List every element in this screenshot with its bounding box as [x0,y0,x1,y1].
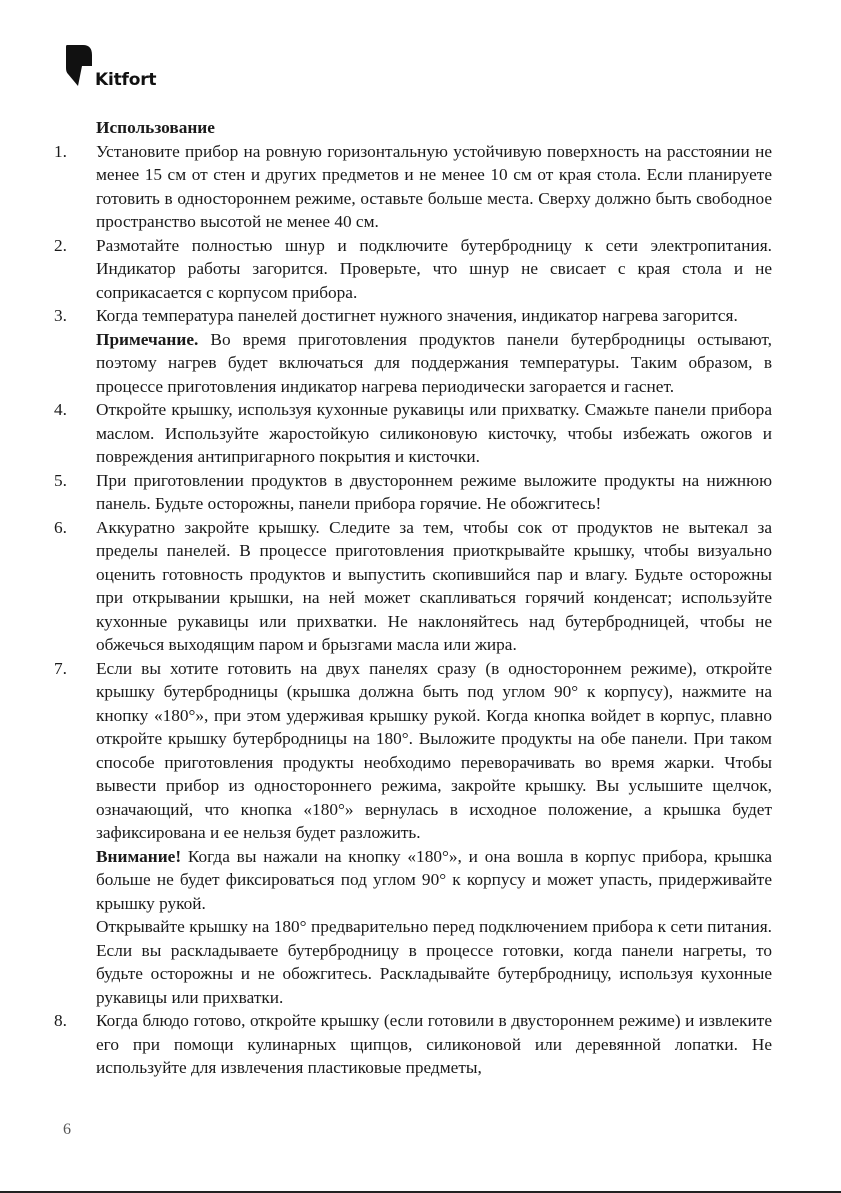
item-paragraph [96,234,772,305]
paragraph-text: Во время приготовления продуктов панели бутербродницы остывают, поэтому нагрев будет включаться для поддержания температуры. Таким образом, в процессе приготовления индикатор нагрева периодически загорается и гаснет. [96,329,772,396]
item-number: 8. [54,1011,67,1030]
paragraph-text: Аккуратно закройте крышку. Следите за тем, чтобы сок от продуктов не вытекал за пределы панелей. В процессе приготовления приоткрывайте крышку, чтобы визуально оценить готовность продуктов и выпустить скопившийся пар и влагу. Будьте осторожны при открывании крышки, на ней может скапливаться горячий конденсат; используйте кухонные рукавицы или прихватки. Не наклоняйтесь над бутербродницей, чтобы не обжечься выходящим паром и брызгами масла или жира. [96,517,772,654]
paragraph-text: Когда вы нажали на кнопку «180°», и она вошла в корпус прибора, крышка больше не будет фиксироваться под углом 90° к корпусу и может упасть, придерживайте крышку рукой. [96,846,772,913]
item-paragraph [96,845,772,916]
instruction-list [54,140,772,1080]
item-paragraph [96,304,772,328]
instruction-item [54,1009,772,1080]
item-number: 7. [54,658,67,678]
paragraph-lead: Примечание. [96,329,199,349]
instruction-item [54,304,772,398]
instruction-item [54,469,772,516]
paragraph-text: Когда блюдо готово, откройте крышку (если готовили в двустороннем режиме) и извлеките его при помощи кулинарных щипцов, силиконовой или деревянной лопатки. Не используйте для извлечения пластиковые предметы, [96,1011,772,1077]
instruction-item [54,398,772,469]
paragraph-text: Когда температура панелей достигнет нужного значения, индикатор нагрева загорится. [96,306,738,325]
item-number: 1. [54,141,67,161]
brand-name: Kitfort [95,70,157,90]
item-paragraph [96,469,772,516]
instruction-item [54,657,772,1010]
item-paragraph [96,657,772,845]
item-number: 4. [54,400,67,419]
paragraph-text: Если вы хотите готовить на двух панелях сразу (в одностороннем режиме), откройте крышку бутербродницы (крышка должна быть под углом 90° к корпусу), нажмите на кнопку «180°», при этом удерживая крышку рукой. Когда кнопка войдет в корпус, плавно откройте крышку бутербродницы на 180°. Выложите продукты на обе панели. При таком способе приготовления продукты необходимо переворачивать во время жарки. Чтобы вывести прибор из одностороннего режима, закройте крышку. Вы услышите щелчок, означающий, что кнопка «180°» вернулась в исходное положение, а крышка будет зафиксирована и ее нельзя будет разложить. [96,658,772,842]
item-paragraph [96,1009,772,1080]
item-paragraph [96,516,772,657]
instructions [54,116,772,1080]
paragraph-text: Установите прибор на ровную горизонтальную устойчивую поверхность на расстоянии не менее 15 см от стен и других предметов и не менее 10 см от края стола. Если планируете готовить в одностороннем режиме, оставьте больше места. Сверху должно быть свободное пространство высотой не менее 40 см. [96,141,772,231]
paragraph-text: Размотайте полностью шнур и подключите бутербродницу к сети электропитания. Индикатор работы загорится. Проверьте, что шнур не свисает с края стола и не соприкасается с корпусом прибора. [96,235,772,302]
item-paragraph [96,140,772,234]
item-paragraph [96,915,772,1009]
instruction-item [54,234,772,305]
brand-logo [64,44,174,100]
instruction-item [54,516,772,657]
paragraph-text: Открывайте крышку на 180° предварительно перед подключением прибора к сети питания. Если вы раскладываете бутербродницу в процессе готовки, когда панели нагреты, то будьте осторожны и не обожгитесь. Раскладывайте бутербродницу, используя кухонные рукавицы или прихватки. [96,917,772,1007]
item-number: 5. [54,470,67,490]
page-number: 6 [63,1121,71,1138]
item-number: 6. [54,517,67,537]
item-number: 2. [54,235,67,255]
item-number: 3. [54,306,67,325]
paragraph-text: При приготовлении продуктов в двустороннем режиме выложите продукты на нижнюю панель. Будьте осторожны, панели прибора горячие. Не обожгитесь! [96,470,772,513]
item-paragraph [96,328,772,399]
kitfort-logo-icon [64,44,94,89]
section-title: Использование [96,118,215,137]
paragraph-lead: Внимание! [96,846,182,866]
paragraph-text: Откройте крышку, используя кухонные рукавицы или прихватку. Смажьте панели прибора маслом. Используйте жаростойкую силиконовую кисточку, чтобы избежать ожогов и повреждения антипригарного покрытия и кисточки. [96,400,772,466]
item-paragraph [96,398,772,469]
instruction-item [54,140,772,234]
